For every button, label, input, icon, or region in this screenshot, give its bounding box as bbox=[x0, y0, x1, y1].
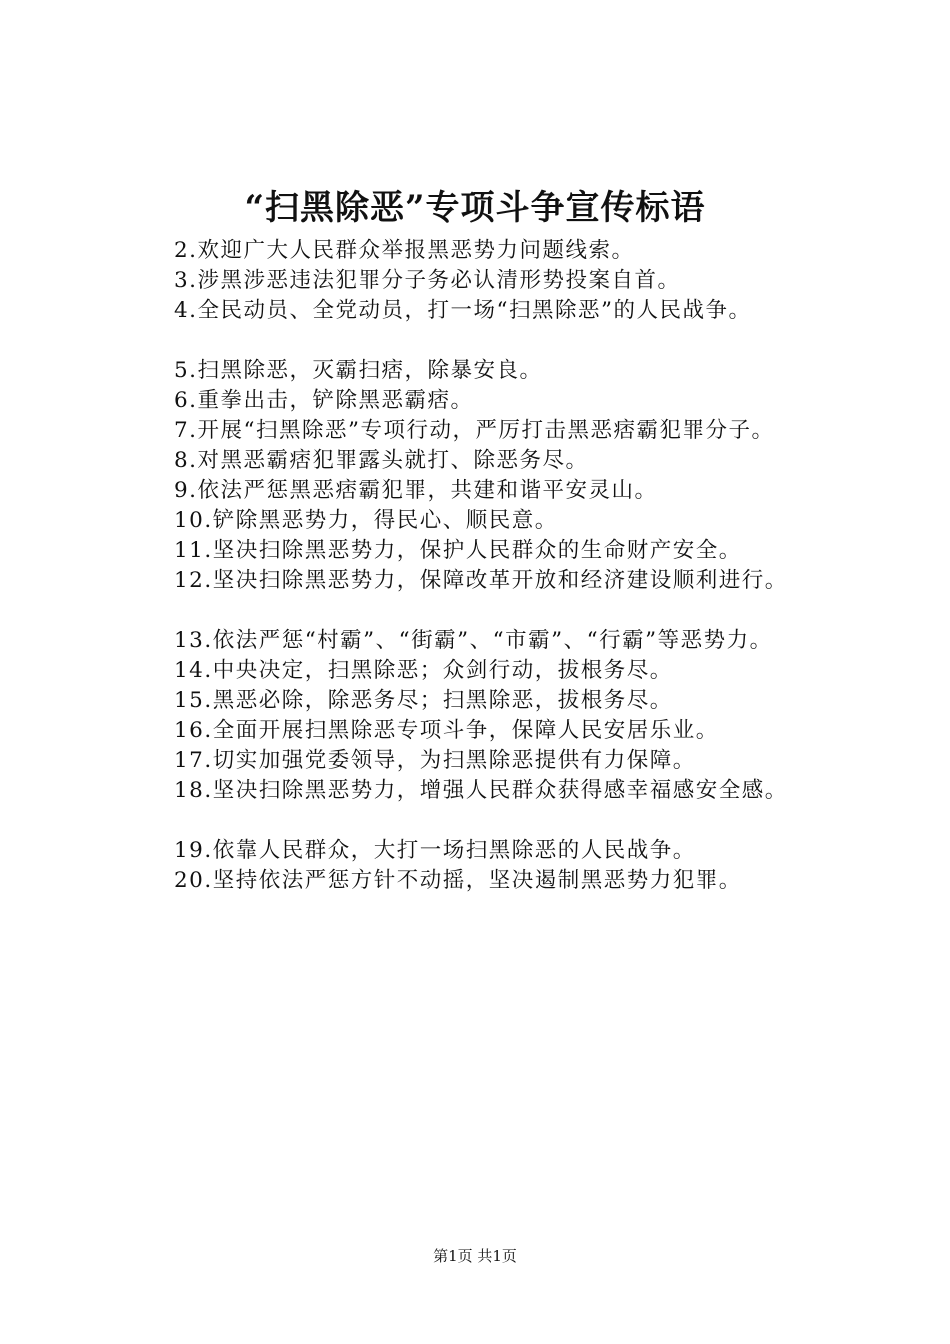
slogan-item: 11.坚决扫除黑恶势力，保护人民群众的生命财产安全。 bbox=[174, 538, 742, 563]
slogan-item: 13.依法严惩“村霸”、“街霸”、“市霸”、“行霸”等恶势力。 bbox=[174, 628, 773, 653]
slogan-item: 16.全面开展扫黑除恶专项斗争，保障人民安居乐业。 bbox=[174, 718, 719, 743]
slogan-item: 5.扫黑除恶，灭霸扫痞，除暴安良。 bbox=[174, 358, 543, 383]
page-footer: 第1页 共1页 bbox=[433, 1247, 517, 1265]
slogan-item: 6.重拳出击，铲除黑恶霸痞。 bbox=[174, 388, 474, 413]
slogan-item: 14.中央决定，扫黑除恶；众剑行动，拔根务尽。 bbox=[174, 658, 673, 683]
document-title: “扫黑除恶”专项斗争宣传标语 bbox=[244, 188, 706, 228]
slogan-list bbox=[130, 236, 860, 896]
slogan-item: 17.切实加强党委领导，为扫黑除恶提供有力保障。 bbox=[174, 748, 696, 773]
slogan-item: 3.涉黑涉恶违法犯罪分子务必认清形势投案自首。 bbox=[174, 268, 681, 293]
slogan-item: 19.依靠人民群众，大打一场扫黑除恶的人民战争。 bbox=[174, 838, 696, 863]
slogan-item: 7.开展“扫黑除恶”专项行动，严厉打击黑恶痞霸犯罪分子。 bbox=[174, 418, 775, 443]
slogan-item: 4.全民动员、全党动员，打一场“扫黑除恶”的人民战争。 bbox=[174, 298, 752, 323]
slogan-item: 15.黑恶必除，除恶务尽；扫黑除恶，拔根务尽。 bbox=[174, 688, 673, 713]
slogan-item: 12.坚决扫除黑恶势力，保障改革开放和经济建设顺利进行。 bbox=[174, 568, 788, 593]
slogan-item: 10.铲除黑恶势力，得民心、顺民意。 bbox=[174, 508, 558, 533]
slogan-item: 18.坚决扫除黑恶势力，增强人民群众获得感幸福感安全感。 bbox=[174, 778, 788, 803]
slogan-item: 20.坚持依法严惩方针不动摇，坚决遏制黑恶势力犯罪。 bbox=[174, 868, 742, 893]
slogan-item: 8.对黑恶霸痞犯罪露头就打、除恶务尽。 bbox=[174, 448, 589, 473]
slogan-item: 2.欢迎广大人民群众举报黑恶势力问题线索。 bbox=[174, 238, 635, 263]
slogan-item: 9.依法严惩黑恶痞霸犯罪，共建和谐平安灵山。 bbox=[174, 478, 658, 503]
